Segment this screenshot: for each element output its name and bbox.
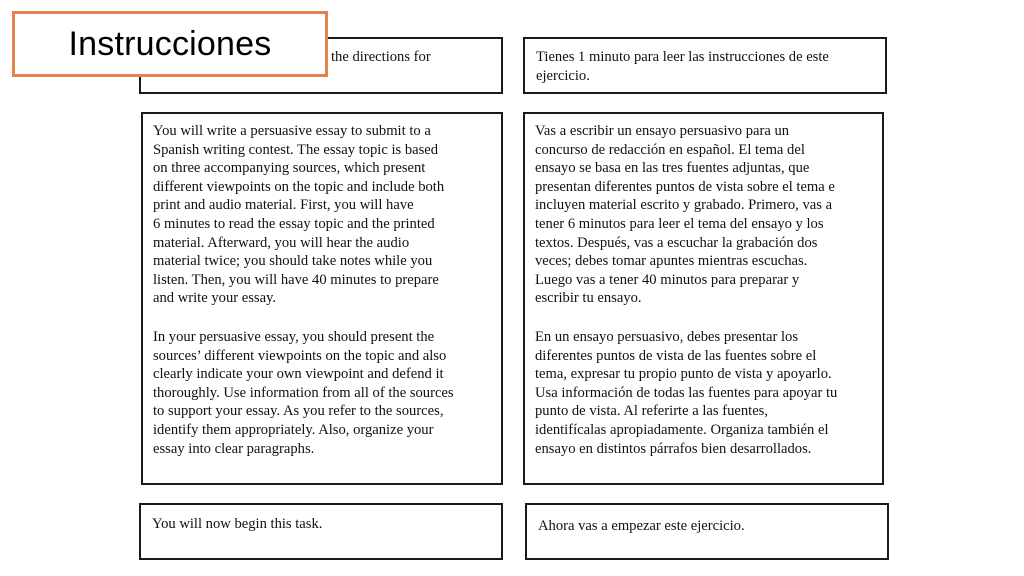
english-directions-header-text: the directions for <box>331 49 431 65</box>
slide-title: Instrucciones <box>68 24 272 63</box>
spanish-begin-task-text: Ahora vas a empezar este ejercicio. <box>538 518 745 534</box>
english-begin-task-text: You will now begin this task. <box>152 516 323 532</box>
spanish-directions-header-text: Tienes 1 minuto para leer las instrucciones de este ejercicio. <box>536 49 829 84</box>
english-paragraph-2: In your persuasive essay, you should present the sources’ different viewpoints on the topic and also clearly indicate your own viewpoint and defend it thoroughly. Use information from all of the sources to support your essay. As you refer to the sources, identify them appropriately. Also, organize your essay into clear paragraphs. <box>153 328 454 457</box>
spanish-paragraph-1: Vas a escribir un ensayo persuasivo para un concurso de redacción en español. El tema del ensayo se basa en las tres fuentes adjuntas, que presentan diferentes puntos de vista sobre el tema e incluyen material escrito y grabado. Primero, vas a tener 6 minutos para leer el tema del ensayo y los textos. Después, vas a escuchar la grabación dos veces; debes tomar apuntes mientras escuchas. Luego vas a tener 40 minutos para preparar y escribir tu ensayo. <box>535 123 835 307</box>
english-instructions-box <box>141 112 503 485</box>
english-paragraph-1: You will write a persuasive essay to submit to a Spanish writing contest. The essay topic is based on three accompanying sources, which present different viewpoints on the topic and include both print and audio material. First, you will have 6 minutes to read the essay topic and the printed material. Afterward, you will hear the audio material twice; you should take notes while you listen. Then, you will have 40 minutes to prepare and write your essay. <box>153 123 445 307</box>
spanish-instructions-box <box>523 112 884 485</box>
slide-title-box <box>12 11 328 77</box>
spanish-begin-task-box <box>525 503 889 560</box>
spanish-paragraph-2: En un ensayo persuasivo, debes presentar los diferentes puntos de vista de las fuentes sobre el tema, expresar tu propio punto de vista y apoyarlo. Usa información de todas las fuentes para apoyar tu punto de vista. Al referirte a las fuentes, identifícalas apropiadamente. Organiza también el ensayo en distintos párrafos bien desarrollados. <box>535 328 838 457</box>
spanish-directions-header-box <box>523 37 887 94</box>
english-begin-task-box <box>139 503 503 560</box>
